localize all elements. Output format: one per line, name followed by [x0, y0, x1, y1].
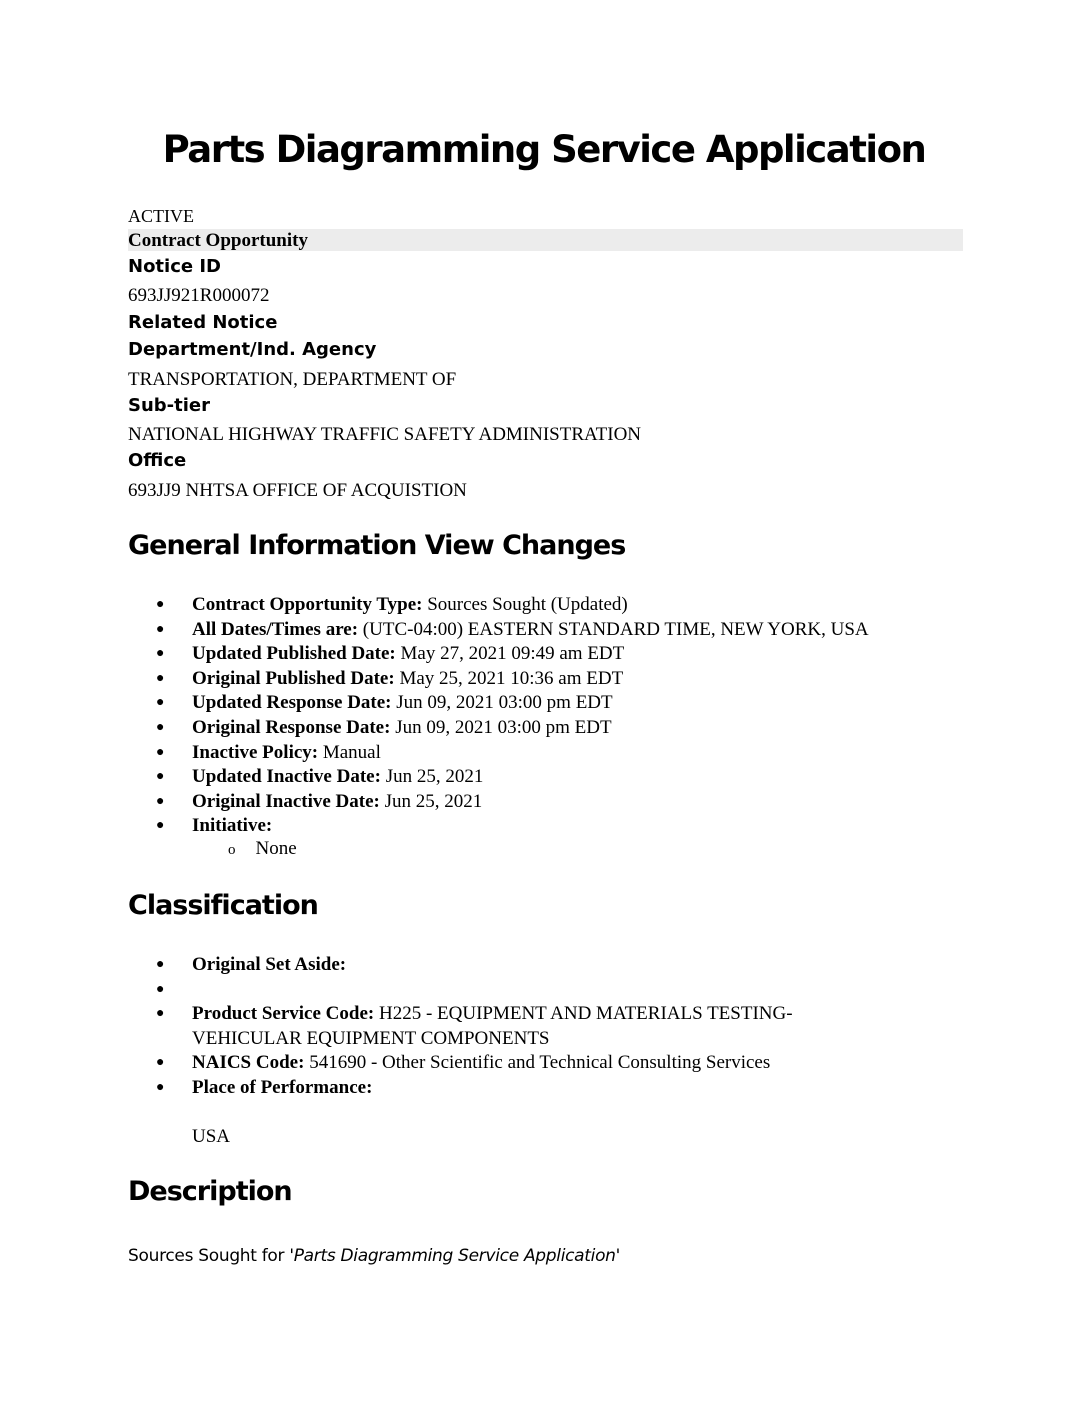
subtier-label: Sub-tier — [128, 395, 210, 416]
list-item — [128, 765, 869, 790]
list-item — [128, 642, 869, 667]
classification-list — [128, 953, 793, 1101]
list-item — [128, 741, 869, 766]
item-label: Place of Performance: — [192, 1076, 373, 1098]
office-label: Office — [128, 450, 187, 471]
list-item — [128, 978, 793, 1003]
department-label: Department/Ind. Agency — [128, 339, 377, 360]
item-label: NAICS Code: — [192, 1052, 305, 1074]
bullet-icon: ● — [156, 818, 165, 834]
notice-id-value: 693JJ921R000072 — [128, 285, 270, 306]
bullet-icon: ● — [156, 1055, 165, 1071]
bullet-icon: ● — [156, 1006, 165, 1022]
related-notice-label: Related Notice — [128, 312, 278, 333]
item-value: Jun 25, 2021 — [380, 766, 484, 788]
item-value: (UTC-04:00) EASTERN STANDARD TIME, NEW YORK, USA — [358, 618, 869, 640]
description-text — [128, 1246, 620, 1266]
item-value-continued: VEHICULAR EQUIPMENT COMPONENTS — [192, 1027, 550, 1049]
bullet-icon: ● — [156, 1079, 165, 1095]
bullet-icon: ● — [156, 981, 165, 997]
item-value: Jun 09, 2021 03:00 pm EDT — [390, 716, 612, 738]
place-of-performance-value: USA — [192, 1126, 231, 1147]
list-item — [128, 593, 869, 618]
general-information-heading: General Information View Changes — [128, 530, 626, 561]
item-value: May 25, 2021 10:36 am EDT — [394, 667, 624, 689]
list-item — [128, 1051, 793, 1076]
initiative-sub-item — [228, 838, 297, 860]
department-value: TRANSPORTATION, DEPARTMENT OF — [128, 369, 457, 390]
subtier-value: NATIONAL HIGHWAY TRAFFIC SAFETY ADMINISTRATION — [128, 424, 642, 445]
opportunity-kind-bar: Contract Opportunity — [128, 229, 963, 251]
item-label: Original Response Date: — [192, 716, 391, 738]
office-value: 693JJ9 NHTSA OFFICE OF ACQUISTION — [128, 480, 467, 501]
bullet-icon: ● — [156, 646, 165, 662]
general-information-list — [128, 593, 869, 839]
item-value: Manual — [318, 741, 381, 763]
initiative-value: None — [255, 838, 297, 859]
list-item — [128, 790, 869, 815]
item-label: Original Inactive Date: — [192, 790, 380, 812]
list-item — [128, 814, 869, 839]
page-title: Parts Diagramming Service Application — [162, 128, 926, 171]
item-value: 541690 - Other Scientific and Technical Consulting Services — [304, 1052, 771, 1074]
item-label: Original Published Date: — [192, 667, 395, 689]
bullet-icon: ● — [156, 597, 165, 612]
list-item — [128, 1076, 793, 1101]
item-value: Jun 09, 2021 03:00 pm EDT — [391, 692, 613, 714]
item-label: Contract Opportunity Type: — [192, 594, 423, 615]
bullet-icon: ● — [156, 769, 165, 785]
bullet-icon: ● — [156, 670, 165, 686]
item-label: Product Service Code: — [192, 1003, 375, 1025]
bullet-icon: ● — [156, 695, 165, 711]
description-italic: Parts Diagramming Service Application — [293, 1246, 616, 1266]
item-label: Original Set Aside: — [192, 954, 347, 975]
item-label: Updated Inactive Date: — [192, 766, 381, 788]
list-item — [128, 716, 869, 741]
item-value: Jun 25, 2021 — [379, 790, 483, 812]
bullet-icon: ● — [156, 744, 165, 760]
list-item — [128, 691, 869, 716]
item-value: H225 - EQUIPMENT AND MATERIALS TESTING- — [374, 1003, 793, 1025]
bullet-icon: ● — [156, 957, 165, 972]
item-value: Sources Sought (Updated) — [422, 594, 628, 615]
list-item — [128, 953, 793, 978]
status-text: ACTIVE — [128, 206, 194, 226]
item-label: Inactive Policy: — [192, 741, 319, 763]
item-label: Initiative: — [192, 815, 273, 837]
description-prefix: Sources Sought for ' — [128, 1246, 294, 1266]
item-value: May 27, 2021 09:49 am EDT — [395, 643, 625, 665]
bullet-icon: ● — [156, 621, 165, 637]
description-suffix: ' — [615, 1246, 621, 1266]
list-item — [128, 618, 869, 643]
item-label: All Dates/Times are: — [192, 618, 359, 640]
classification-heading: Classification — [128, 890, 318, 921]
bullet-icon: ● — [156, 793, 165, 809]
description-heading: Description — [128, 1176, 292, 1207]
item-label: Updated Published Date: — [192, 643, 396, 665]
notice-id-label: Notice ID — [128, 256, 221, 277]
list-item — [128, 667, 869, 692]
item-label: Updated Response Date: — [192, 692, 392, 714]
list-item — [128, 1002, 793, 1051]
circle-bullet-icon: o — [228, 842, 236, 858]
bullet-icon: ● — [156, 719, 165, 735]
